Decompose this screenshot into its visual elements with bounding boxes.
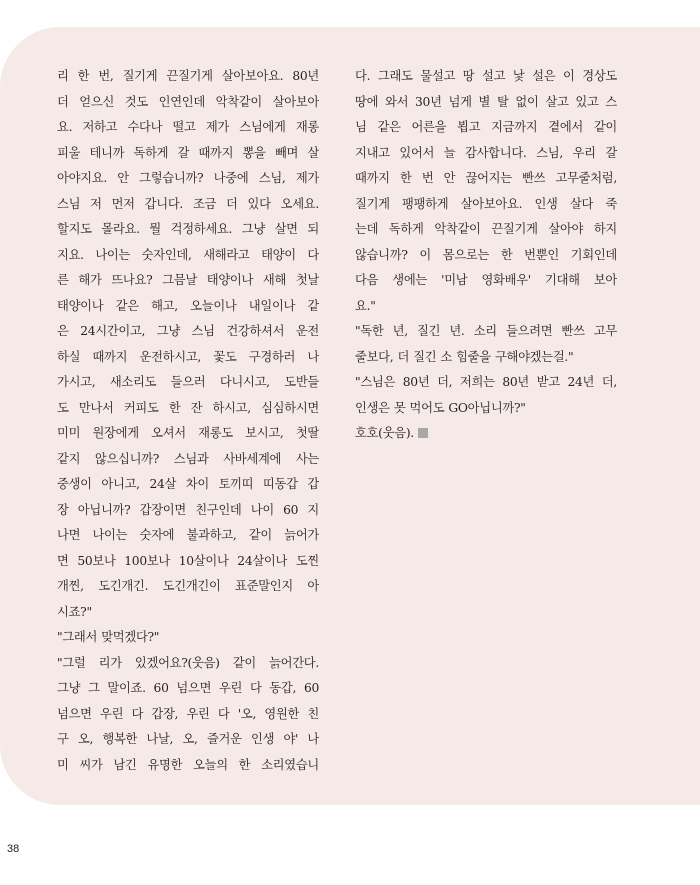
text-line: 구 오, 행복한 나날, 오, 즐거운 인생 야' 나	[57, 732, 319, 746]
right-text-column	[355, 64, 617, 447]
text-line: 태양이나 같은 해고, 오늘이나 내일이나 같	[57, 298, 319, 313]
closing-line	[355, 421, 617, 447]
text-line: 않습니까? 이 몸으로는 한 번뿐인 기회인데	[355, 247, 617, 262]
text-line: 님 같은 어른을 뵙고 지금까지 곁에서 같이	[355, 120, 617, 134]
text-line: 더 얻으신 것도 인연인데 악착같이 살아보아	[57, 94, 319, 109]
text-line: 호호(웃음).	[355, 426, 414, 440]
left-text-column	[57, 64, 319, 778]
text-line: "그래서 맞먹겠다?"	[57, 630, 160, 644]
text-line: 줄보다, 더 질긴 소 힘줄을 구해야겠는걸."	[355, 349, 574, 364]
text-line: 개찐, 도긴개긴. 도긴개긴이 표준말인지 아	[57, 579, 319, 593]
page-number: 38	[7, 843, 20, 855]
text-line: 하실 때까지 운전하시고, 꽃도 구경하러 나	[57, 349, 319, 364]
text-line: "스님은 80년 더, 저희는 80년 받고 24년 더,	[355, 375, 617, 389]
text-line: 지요. 나이는 숫자인데, 새해라고 태양이 다	[57, 247, 319, 262]
text-line: 넘으면 우린 다 갑장, 우린 다 '오, 영원한 친	[57, 706, 319, 721]
text-line: 도 만나서 커피도 한 잔 하시고, 심심하시면	[57, 400, 319, 415]
end-of-article-square-icon	[418, 428, 428, 438]
text-line: 중생이 아니고, 24살 차이 토끼띠 띠동갑 갑	[57, 477, 319, 491]
text-line: 장 아닙니까? 갑장이면 친구인데 나이 60 지	[57, 502, 319, 517]
text-line: 피울 테니까 독하게 갈 때까지 뽕을 빼며 살	[57, 145, 319, 160]
text-line: 요."	[355, 298, 376, 313]
text-line: 다. 그래도 물설고 땅 설고 낯 설은 이 경상도	[355, 69, 617, 83]
text-line: 인생은 못 먹어도 GO아닙니까?"	[355, 400, 526, 415]
text-line: 질기게 팽팽하게 살아보아요. 인생 살다 죽	[355, 196, 617, 211]
text-line: 미미 원장에게 오셔서 재롱도 보시고, 첫딸	[57, 426, 319, 440]
text-line: 른 해가 뜨나요? 그믐날 태양이나 새해 첫날	[57, 273, 319, 287]
text-line: 지내고 있어서 늘 감사합니다. 스님, 우리 갈	[355, 145, 617, 160]
text-line: 은 24시간이고, 그냥 스님 건강하셔서 운전	[57, 324, 319, 338]
text-line: 스님 저 먼저 갑니다. 조금 더 있다 오세요.	[57, 196, 319, 211]
text-line: 미 씨가 남긴 유명한 오늘의 한 소리였습니	[57, 757, 319, 772]
text-line: 같지 않으십니까? 스님과 사바세계에 사는	[57, 451, 319, 466]
text-line: 때까지 한 번 안 끊어지는 빤쓰 고무줄처럼,	[355, 171, 617, 185]
text-line: 시죠?"	[57, 604, 92, 619]
text-line: 나면 나이는 숫자에 불과하고, 같이 늙어가	[57, 528, 319, 542]
text-line: 아야지요. 안 그렇습니까? 나중에 스님, 제가	[57, 171, 319, 185]
text-line: 가시고, 새소리도 들으러 다니시고, 도반들	[57, 375, 319, 389]
text-line: 리 한 번, 질기게 끈질기게 살아보아요. 80년	[57, 69, 319, 83]
text-line: "그럴 리가 있겠어요?(웃음) 같이 늙어간다.	[57, 655, 319, 670]
text-line: 는데 독하게 악착같이 끈질기게 살아야 하지	[355, 222, 617, 236]
text-line: 할지도 몰라요. 뭘 걱정하세요. 그냥 살면 되	[57, 222, 319, 236]
text-line: 그냥 그 말이죠. 60 넘으면 우린 다 동갑, 60	[57, 681, 319, 695]
text-line: "독한 년, 질긴 년. 소리 들으려면 빤쓰 고무	[355, 324, 617, 338]
text-line: 면 50보나 100보나 10살이나 24살이나 도찐	[57, 553, 319, 568]
text-line: 땅에 와서 30년 넘게 별 탈 없이 살고 있고 스	[355, 94, 617, 109]
text-line: 요. 저하고 수다나 떨고 제가 스님에게 재롱	[57, 120, 319, 134]
text-line: 다음 생에는 '미남 영화배우' 기대해 보아	[355, 273, 617, 287]
